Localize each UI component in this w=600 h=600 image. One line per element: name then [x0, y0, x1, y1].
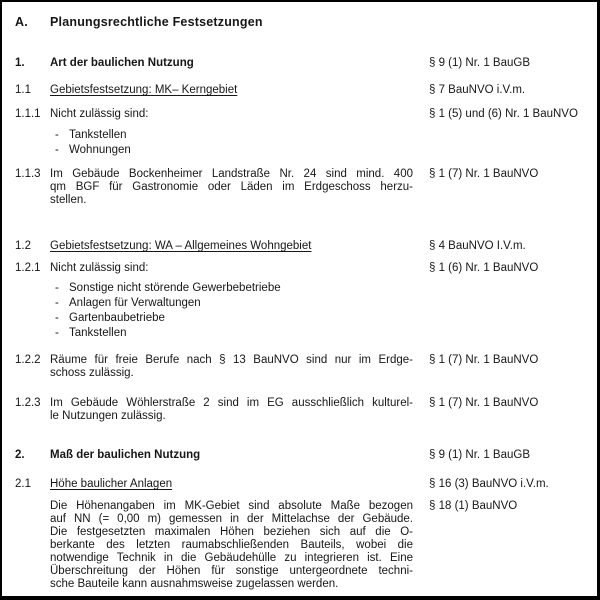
paragraph-line: le Nutzungen zulässig.: [50, 410, 166, 422]
law-reference: § 9 (1) Nr. 1 BauGB: [429, 449, 530, 461]
section-number: 1.2.1: [15, 262, 41, 274]
bullet-dash: -: [55, 297, 59, 309]
section-row-1-1-3: [15, 168, 591, 207]
paragraph-line: Im Gebäude Wöhlerstraße 2 sind im EG ausschließlich kulturel-: [50, 397, 413, 409]
document-header: [15, 14, 591, 30]
header-letter: A.: [15, 15, 28, 29]
bullet-item: [50, 128, 413, 143]
section-row-1-1: [15, 84, 591, 97]
section-number: 2.: [15, 449, 25, 461]
paragraph-line: auf NN (= 0,00 m) gemessen in der Mittelachse der Gebäude.: [50, 513, 413, 525]
law-reference: § 4 BauNVO I.V.m.: [429, 240, 526, 252]
section-title: Nicht zulässig sind:: [50, 262, 149, 274]
section-paragraph: [50, 500, 413, 591]
law-reference: § 1 (7) Nr. 1 BauNVO: [429, 168, 539, 180]
paragraph-line: stellen.: [50, 194, 87, 206]
law-reference: § 7 BauNVO i.V.m.: [429, 84, 526, 96]
section-number: 1.2: [15, 240, 31, 252]
paragraph-line: Die Höhenangaben im MK-Gebiet sind absolute Maße bezogen: [50, 500, 413, 512]
bullet-list-wa: [15, 281, 591, 341]
section-row-1-1-1: [15, 108, 591, 121]
bullet-text: Tankstellen: [69, 129, 127, 141]
bullet-text: Gartenbaubetriebe: [69, 312, 165, 324]
law-reference: § 1 (7) Nr. 1 BauNVO: [429, 397, 539, 409]
bullet-item: [50, 311, 413, 326]
paragraph-line: schoss zulässig.: [50, 367, 134, 379]
section-row-2-1: [15, 478, 591, 491]
bullet-text: Sonstige nicht störende Gewerbebetriebe: [69, 282, 281, 294]
bullet-text: Anlagen für Verwaltungen: [69, 297, 201, 309]
section-number: 1.1.3: [15, 168, 41, 180]
law-reference: § 1 (5) und (6) Nr. 1 BauNVO: [429, 108, 578, 120]
bullet-item: [50, 326, 413, 341]
bullet-item: [50, 296, 413, 311]
law-reference: § 1 (7) Nr. 1 BauNVO: [429, 354, 539, 366]
bullet-dash: -: [55, 144, 59, 156]
section-title: Gebietsfestsetzung: MK– Kerngebiet: [50, 84, 238, 96]
law-reference: § 1 (6) Nr. 1 BauNVO: [429, 262, 539, 274]
section-row-1-2-2: [15, 354, 591, 380]
paragraph-line: berkante des letzten raumabschließenden Bauteils, wobei die: [50, 539, 413, 551]
section-row-1: [15, 57, 591, 70]
section-row-1-2-3: [15, 397, 591, 423]
section-paragraph: [50, 168, 413, 207]
section-title: Art der baulichen Nutzung: [50, 57, 194, 69]
bullet-text: Tankstellen: [69, 327, 127, 339]
section-paragraph: [50, 397, 413, 423]
bullet-item: [50, 281, 413, 296]
section-number: 1.2.3: [15, 397, 41, 409]
bullet-text: Wohnungen: [69, 144, 131, 156]
law-reference: § 9 (1) Nr. 1 BauGB: [429, 57, 530, 69]
section-number: 1.1.1: [15, 108, 41, 120]
law-reference: § 16 (3) BauNVO i.V.m.: [429, 478, 549, 490]
law-reference: § 18 (1) BauNVO: [429, 500, 518, 512]
paragraph-line: Im Gebäude Bockenheimer Landstraße Nr. 24 sind mind. 400: [50, 168, 413, 180]
section-row-2-1-body: [15, 500, 591, 591]
section-title: Höhe baulicher Anlagen: [50, 478, 173, 490]
section-row-1-2-1: [15, 262, 591, 275]
paragraph-line: Die festgesetzten maximalen Höhen beziehen sich auf die O-: [50, 526, 413, 538]
section-row-2: [15, 449, 591, 462]
paragraph-line: Überschreitung der Höhen für sonstige untergeordnete techni-: [50, 565, 413, 577]
section-number: 1.2.2: [15, 354, 41, 366]
section-number: 1.1: [15, 84, 31, 96]
section-number: 1.: [15, 57, 25, 69]
bullet-dash: -: [55, 282, 59, 294]
bullet-dash: -: [55, 129, 59, 141]
paragraph-line: notwendige Technik in die Gebäudehülle zu integrieren ist. Eine: [50, 552, 413, 564]
bullet-list-mk: [15, 128, 591, 158]
paragraph-line: Räume für freie Berufe nach § 13 BauNVO sind nur im Erdge-: [50, 354, 413, 366]
header-title: Planungsrechtliche Festsetzungen: [50, 15, 263, 29]
bullet-item: [50, 143, 413, 158]
section-number: 2.1: [15, 478, 31, 490]
section-title: Gebietsfestsetzung: WA – Allgemeines Wohngebiet: [50, 240, 312, 252]
bullet-dash: -: [55, 327, 59, 339]
section-title: Maß der baulichen Nutzung: [50, 449, 201, 461]
section-paragraph: [50, 354, 413, 380]
paragraph-line: qm BGF für Gastronomie oder Läden im Erdgeschoss herzu-: [50, 181, 413, 193]
paragraph-line: sche Bauteile kann ausnahmsweise zugelassen werden.: [50, 578, 339, 590]
section-title: Nicht zulässig sind:: [50, 108, 149, 120]
section-row-1-2: [15, 240, 591, 253]
bullet-dash: -: [55, 312, 59, 324]
